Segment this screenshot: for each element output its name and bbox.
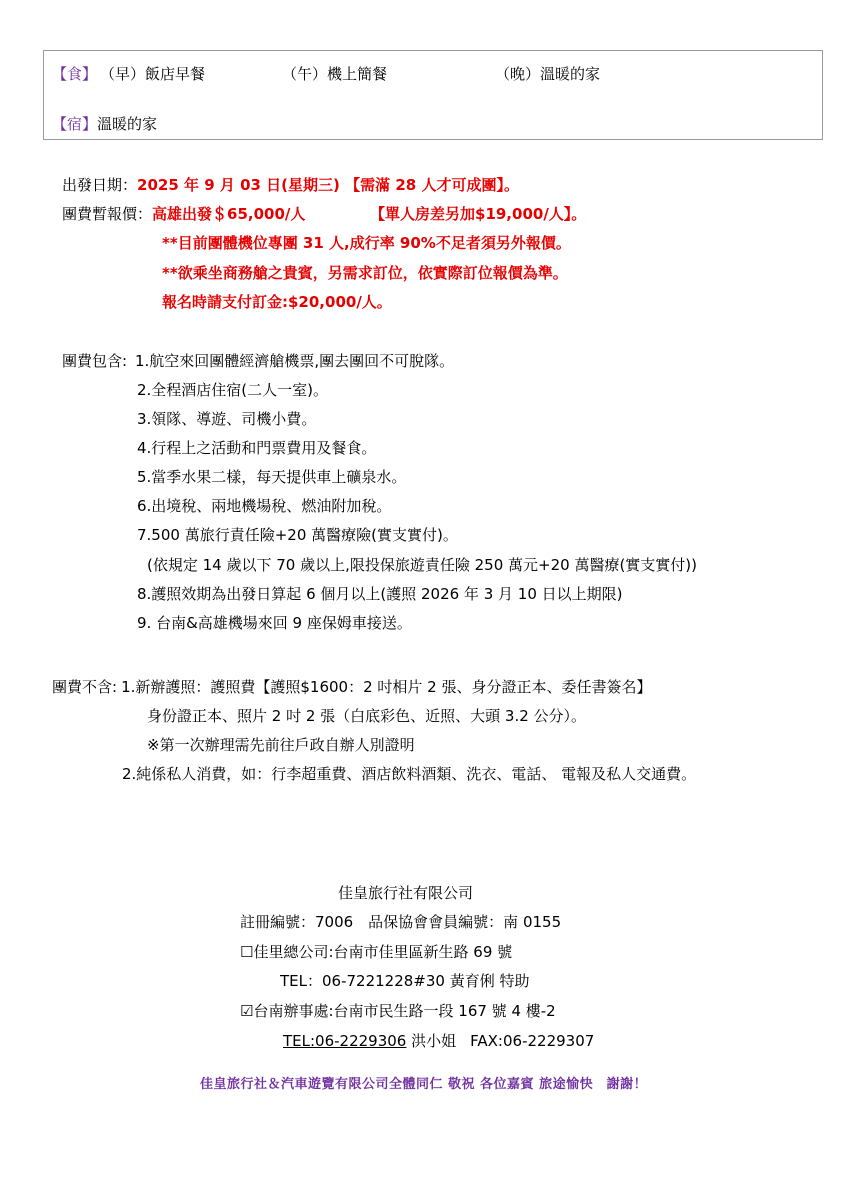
office-tel-person: 洪小姐 — [406, 1032, 457, 1050]
include-item: 7.500 萬旅行責任險+20 萬醫療險(實支實付)。 — [137, 526, 458, 544]
include-item: 8.護照效期為出發日算起 6 個月以上(護照 2026 年 3 月 10 日以上期限) — [137, 585, 623, 603]
include-item: 5.當季水果二樣，每天提供車上礦泉水。 — [137, 468, 407, 486]
checkbox-checked-icon: ☑ — [240, 1002, 254, 1020]
company-hq-line — [240, 941, 512, 962]
departure-label: 出發日期： — [62, 176, 138, 194]
includes-label: 團費包含: — [62, 352, 128, 370]
single-supplement: 【單人房差另加$19,000/人】。 — [370, 205, 587, 223]
checkbox-empty-icon: ☐ — [240, 943, 254, 961]
include-item: 4.行程上之活動和門票費用及餐食。 — [137, 439, 377, 457]
include-item: 6.出境稅、兩地機場稅、燃油附加稅。 — [137, 497, 392, 515]
office-tel: TEL:06-2229306 — [283, 1032, 407, 1050]
deposit-note: 報名時請支付訂金:$20,000/人。 — [162, 293, 392, 311]
company-office: 台南辦事處:台南市民生路一段 167 號 4 樓-2 — [253, 1002, 556, 1020]
office-fax: FAX:06-2229307 — [470, 1032, 595, 1050]
lodging-row — [52, 113, 157, 134]
company-office-line — [240, 1000, 556, 1021]
include-item: (依規定 14 歲以下 70 歲以上,限投保旅遊責任險 250 萬元+20 萬醫療(實支實付)) — [147, 556, 698, 574]
company-hq: 佳里總公司:台南市佳里區新生路 69 號 — [253, 943, 513, 961]
exclude-item: 1.新辦護照：護照費【護照$1600：2 吋相片 2 張、身分證正本、委任書簽名】 — [121, 678, 652, 696]
excludes-line — [52, 676, 652, 697]
include-item: 3.領隊、導遊、司機小費。 — [137, 410, 317, 428]
exclude-item-line2: 身份證正本、照片 2 吋 2 張（白底彩色、近照、大頭 3.2 公分）。 — [147, 707, 587, 725]
departure-value: 2025 年 9 月 03 日(星期三) 【需滿 28 人才可成團】。 — [137, 176, 519, 194]
include-item: 2.全程酒店住宿(二人一室)。 — [137, 381, 329, 399]
closing-greeting: 佳皇旅行社＆汽車遊覽有限公司全體同仁 敬祝 各位嘉賓 旅途愉快 謝謝！ — [200, 1077, 648, 1092]
excludes-label: 團費不含: — [52, 678, 118, 696]
meal-tag: 【食】 — [52, 65, 98, 83]
price-note-1: **目前團體機位專團 31 人,成行率 90%不足者須另外報價。 — [162, 234, 571, 252]
price-note-2: **欲乘坐商務艙之貴賓，另需求訂位，依實際訂位報價為準。 — [162, 264, 568, 282]
price-label: 團費暫報價： — [62, 205, 153, 223]
include-item: 1.航空來回團體經濟艙機票,團去團回不可脫隊。 — [135, 352, 455, 370]
price-value: 高雄出發＄65,000/人 — [152, 205, 306, 223]
lunch: （午）機上簡餐 — [282, 65, 388, 83]
breakfast: （早）飯店早餐 — [100, 65, 206, 83]
include-item: 9. 台南&高雄機場來回 9 座保姆車接送。 — [137, 614, 412, 632]
lodging: 溫暖的家 — [97, 115, 158, 133]
exclude-item-line3: ※第一次辦理需先前往戶政自辦人別證明 — [147, 736, 415, 754]
exclude-item: 2.純係私人消費，如：行李超重費、酒店飲料酒類、洗衣、電話、 電報及私人交通費。 — [122, 765, 697, 783]
company-reg: 註冊編號：7006 品保協會會員編號：南 0155 — [240, 913, 562, 931]
dinner: （晚）溫暖的家 — [495, 65, 601, 83]
company-name: 佳皇旅行社有限公司 — [338, 884, 474, 902]
company-contact-line — [283, 1030, 594, 1051]
lodging-tag: 【宿】 — [52, 115, 98, 133]
price-line — [62, 203, 305, 224]
meal-row — [52, 63, 97, 84]
company-tel: TEL：06-7221228#30 黃育俐 特助 — [280, 972, 530, 990]
departure-line — [62, 174, 519, 195]
